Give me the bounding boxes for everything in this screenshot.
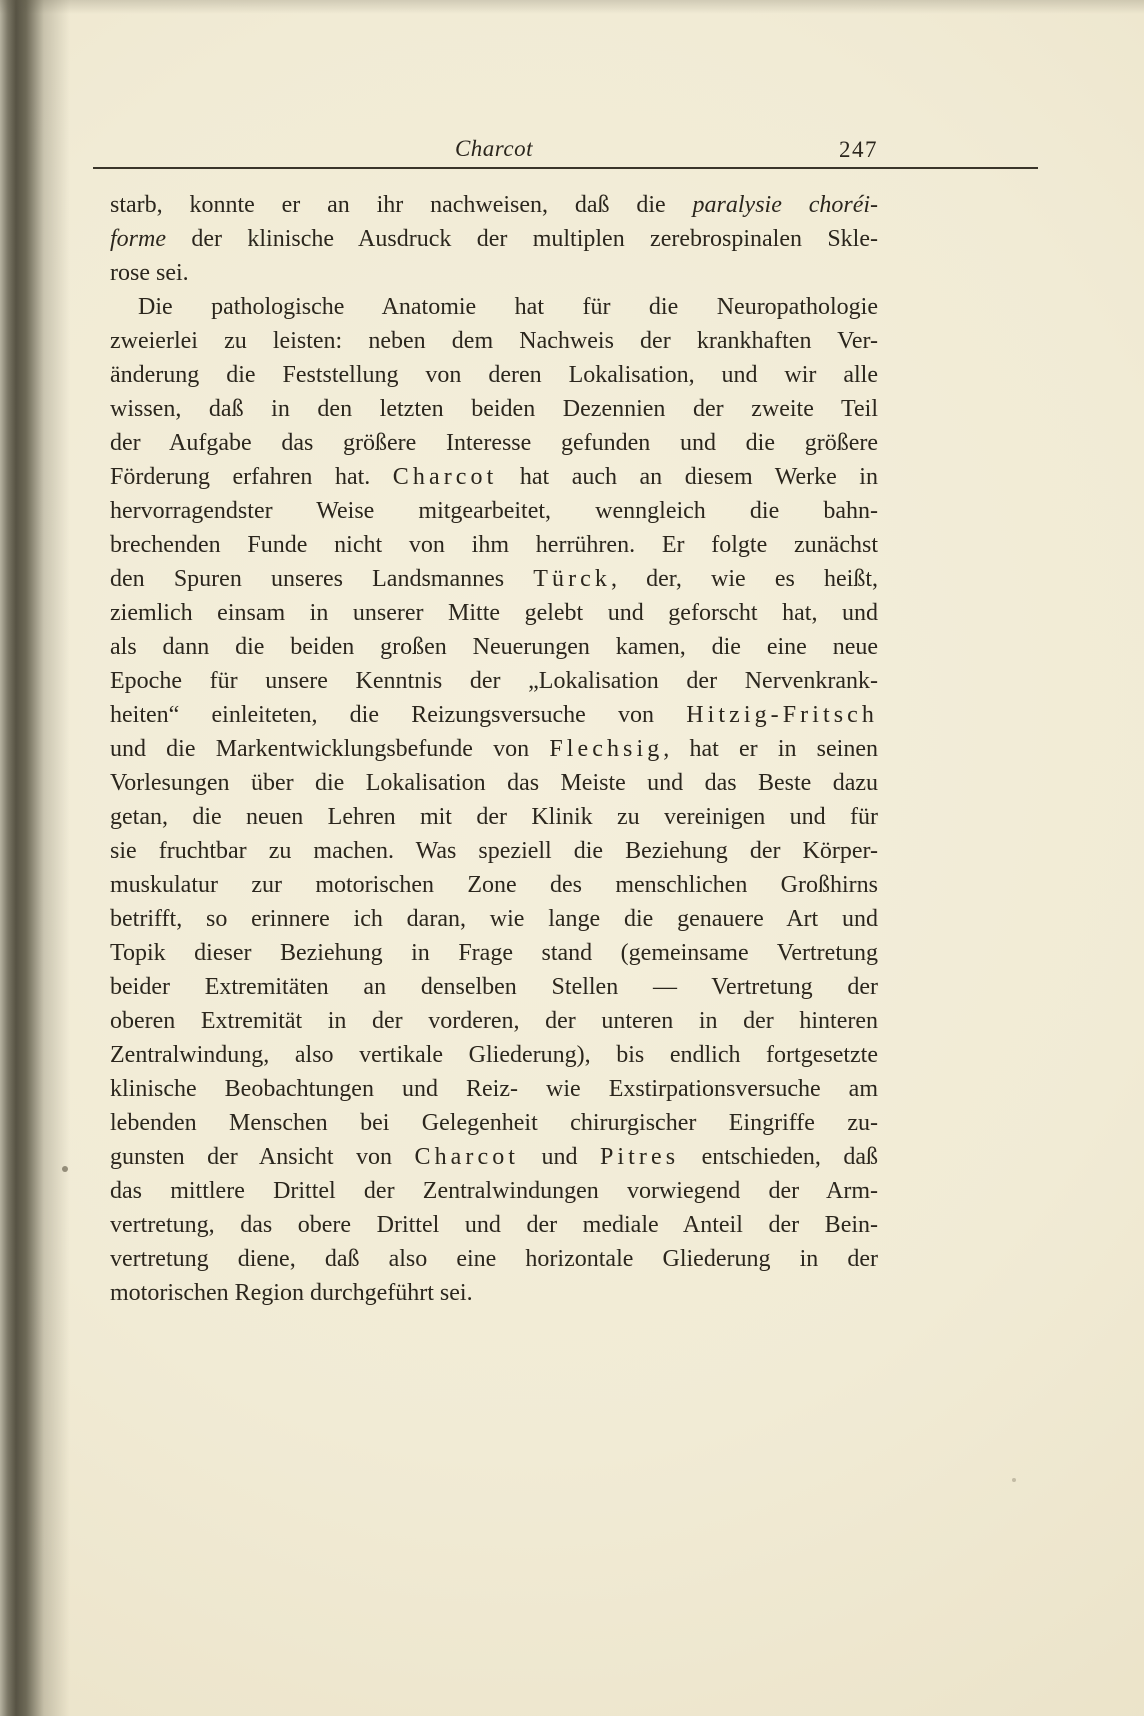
- text-line: [110, 596, 878, 630]
- paper-speck: [62, 1166, 68, 1172]
- text-segment: änderung die Feststellung von deren Lokalisation, und wir alle: [110, 362, 878, 388]
- text-segment: heiten“ einleiteten, die Reizungsversuche von: [110, 702, 687, 728]
- text-line: [110, 528, 878, 562]
- text-line: [110, 188, 878, 222]
- text-line: [110, 1174, 878, 1208]
- text-line: [110, 1004, 878, 1038]
- text-segment: Epoche für unsere Kenntnis der „Lokalisation der Nervenkrank-: [110, 668, 878, 694]
- text-line: [110, 936, 878, 970]
- letterspaced-name: Türck: [533, 566, 611, 592]
- text-line: [110, 290, 878, 324]
- text-line: [110, 324, 878, 358]
- text-segment: lebenden Menschen bei Gelegenheit chirurgischer Eingriffe zu-: [110, 1110, 878, 1136]
- text-segment: den Spuren unseres Landsmannes: [110, 566, 534, 592]
- text-segment: Topik dieser Beziehung in Frage stand (gemeinsame Vertretung: [110, 940, 878, 966]
- text-line: [110, 1242, 878, 1276]
- text-line: [110, 460, 878, 494]
- text-segment: beider Extremitäten an denselben Stellen — Vertretung der: [110, 974, 878, 1000]
- text-segment: vertretung diene, daß also eine horizontale Gliederung in der: [110, 1246, 878, 1272]
- text-segment: oberen Extremität in der vorderen, der unteren in der hinteren: [110, 1008, 878, 1034]
- text-segment: zweierlei zu leisten: neben dem Nachweis der krankhaften Ver-: [110, 328, 878, 354]
- text-segment: klinische Beobachtungen und Reiz- wie Exstirpationsversuche am: [110, 1076, 878, 1102]
- text-segment: und: [519, 1144, 600, 1170]
- text-segment: , hat er in seinen: [663, 736, 878, 762]
- text-segment: Vorlesungen über die Lokalisation das Meiste und das Beste dazu: [110, 770, 878, 796]
- page-edge-shadow: [0, 0, 1144, 14]
- text-line: [110, 1038, 878, 1072]
- text-line: [110, 1072, 878, 1106]
- text-line: [110, 732, 878, 766]
- text-line: [110, 222, 878, 256]
- italic-text: forme: [110, 226, 166, 252]
- text-line: [110, 664, 878, 698]
- text-line: [110, 358, 878, 392]
- running-head: [110, 136, 878, 162]
- page-body: [110, 188, 878, 1310]
- text-segment: , der, wie es heißt,: [610, 566, 878, 592]
- text-segment: brechenden Funde nicht von ihm herrühren. Er folgte zunächst: [110, 532, 878, 558]
- text-segment: als dann die beiden großen Neuerungen kamen, die eine neue: [110, 634, 878, 660]
- text-segment: ziemlich einsam in unserer Mitte gelebt und geforscht hat, und: [110, 600, 878, 626]
- text-segment: entschieden, daß: [679, 1144, 878, 1170]
- text-line: [110, 1106, 878, 1140]
- text-line: [110, 494, 878, 528]
- text-line: [110, 1276, 878, 1310]
- text-line: [110, 630, 878, 664]
- text-segment: betrifft, so erinnere ich daran, wie lange die genauere Art und: [110, 906, 878, 932]
- text-segment: Die pathologische Anatomie hat für die Neuropathologie: [138, 294, 878, 320]
- text-line: [110, 868, 878, 902]
- text-segment: gunsten der Ansicht von: [110, 1144, 415, 1170]
- text-line: [110, 698, 878, 732]
- text-segment: rose sei.: [110, 260, 189, 286]
- text-segment: der klinische Ausdruck der multiplen zerebrospinalen Skle-: [166, 226, 878, 252]
- running-head-title: Charcot: [454, 136, 534, 161]
- text-line: [110, 392, 878, 426]
- paper-speck: [1012, 1478, 1016, 1482]
- page-number: 247: [839, 137, 878, 162]
- text-segment: motorischen Region durchgeführt sei.: [110, 1280, 473, 1306]
- paragraph: [110, 290, 878, 1310]
- text-line: [110, 1208, 878, 1242]
- text-segment: vertretung, das obere Drittel und der mediale Anteil der Bein-: [110, 1212, 878, 1238]
- text-segment: getan, die neuen Lehren mit der Klinik zu vereinigen und für: [110, 804, 878, 830]
- text-segment: sie fruchtbar zu machen. Was speziell die Beziehung der Körper-: [110, 838, 878, 864]
- text-line: [110, 1140, 878, 1174]
- text-segment: das mittlere Drittel der Zentralwindungen vorwiegend der Arm-: [110, 1178, 878, 1204]
- header-rule: [93, 167, 1038, 169]
- text-segment: Zentralwindung, also vertikale Gliederung), bis endlich fortgesetzte: [110, 1042, 878, 1068]
- text-line: [110, 766, 878, 800]
- text-segment: und die Markentwicklungsbefunde von: [110, 736, 550, 762]
- text-line: [110, 562, 878, 596]
- text-segment: starb, konnte er an ihr nachweisen, daß die: [110, 192, 693, 218]
- binding-shadow: [0, 0, 70, 1716]
- text-line: [110, 426, 878, 460]
- text-line: [110, 970, 878, 1004]
- text-line: [110, 902, 878, 936]
- text-line: [110, 834, 878, 868]
- text-segment: der Aufgabe das größere Interesse gefunden und die größere: [110, 430, 878, 456]
- letterspaced-name: Charcot: [414, 1144, 520, 1170]
- text-segment: hat auch an diesem Werke in: [497, 464, 878, 490]
- text-segment: muskulatur zur motorischen Zone des menschlichen Großhirns: [110, 872, 878, 898]
- paragraph: [110, 188, 878, 290]
- letterspaced-name: Flechsig: [549, 736, 664, 762]
- letterspaced-name: Hitzig-Fritsch: [686, 702, 878, 728]
- italic-text: paralysie choréi-: [692, 192, 878, 218]
- text-line: [110, 800, 878, 834]
- letterspaced-name: Pitres: [599, 1144, 680, 1170]
- text-segment: Förderung erfahren hat.: [110, 464, 393, 490]
- text-line: [110, 256, 878, 290]
- letterspaced-name: Charcot: [392, 464, 498, 490]
- text-segment: wissen, daß in den letzten beiden Dezennien der zweite Teil: [110, 396, 878, 422]
- text-segment: hervorragendster Weise mitgearbeitet, wenngleich die bahn-: [110, 498, 878, 524]
